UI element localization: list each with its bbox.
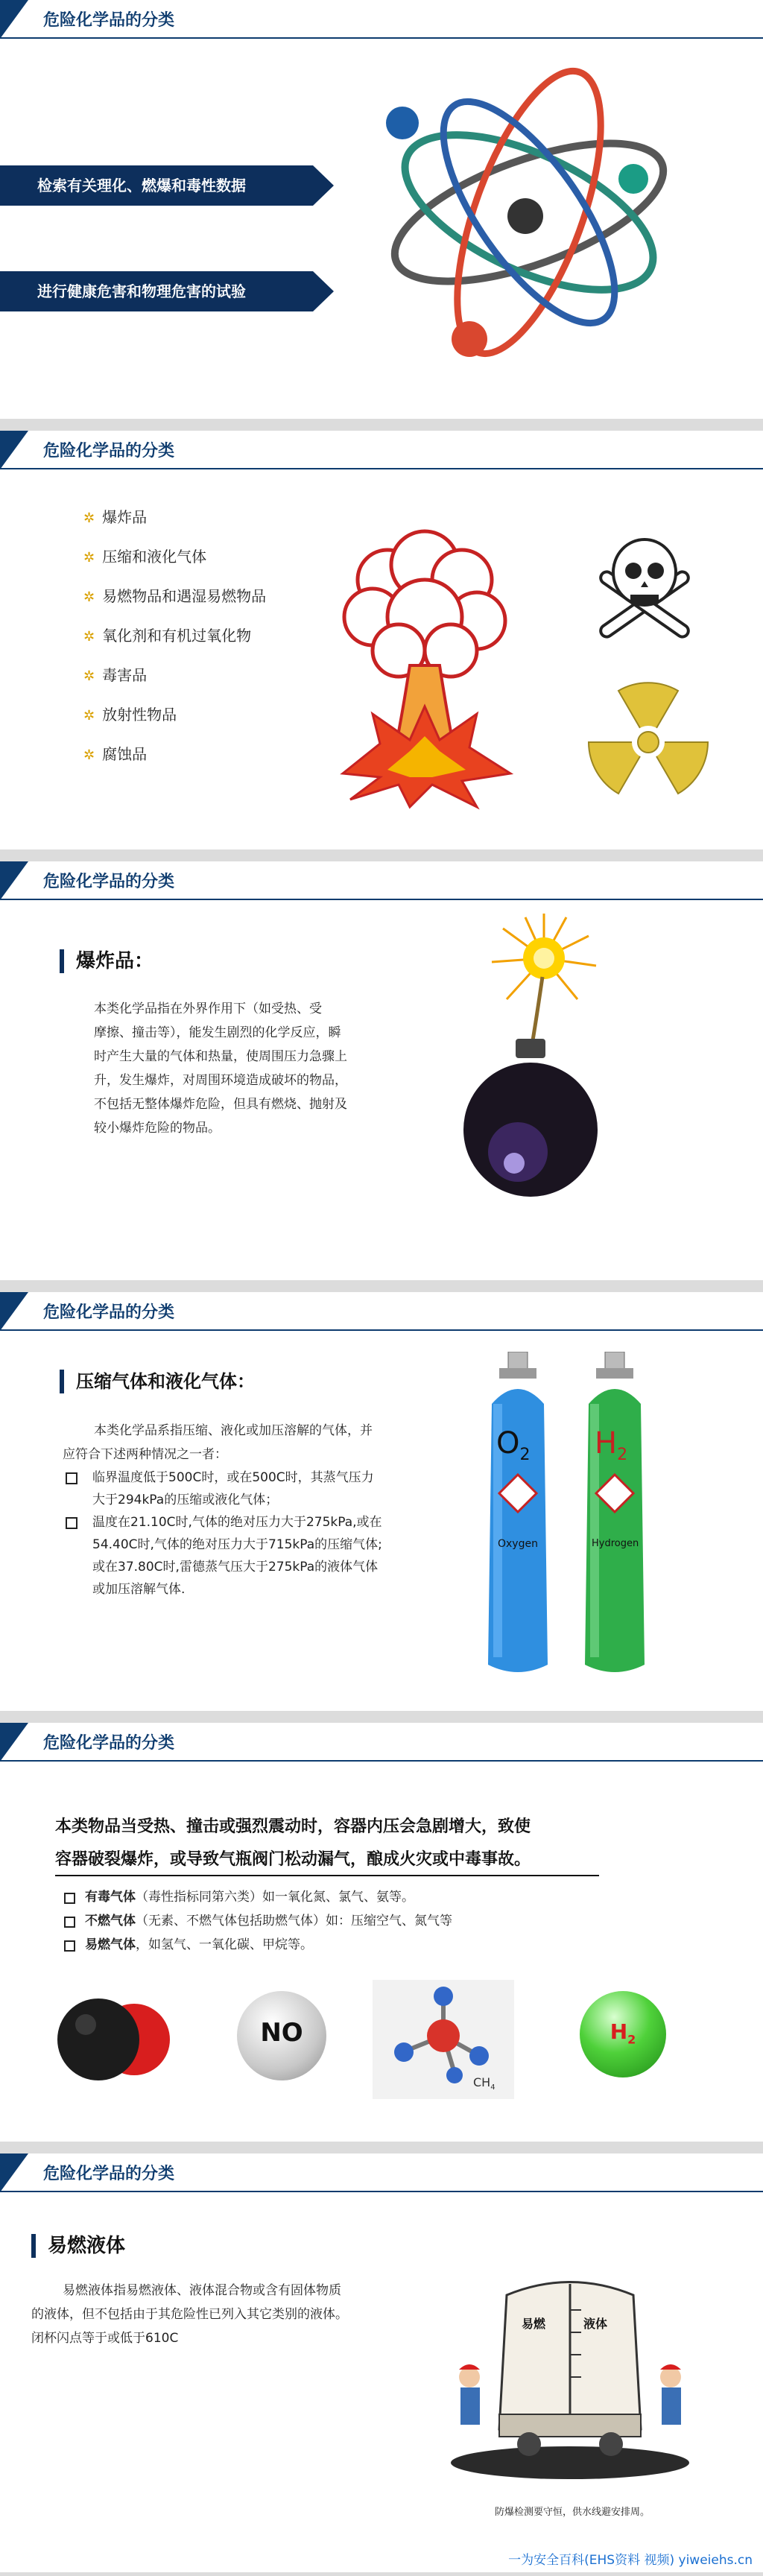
- header-title: 危险化学品的分类: [43, 1303, 175, 1322]
- slide-header: [0, 0, 763, 39]
- slide-2: [0, 431, 763, 849]
- radiation-icon: [574, 668, 723, 817]
- oxygen-cylinder: [477, 1352, 559, 1680]
- underline: [55, 1875, 599, 1876]
- star-bullet-icon: ✲: [83, 510, 95, 526]
- header-title: 危险化学品的分类: [43, 1734, 175, 1753]
- checkbox-bullet-icon: [64, 1917, 75, 1928]
- header-triangle: [0, 2153, 28, 2192]
- explosion-icon: [328, 528, 522, 811]
- slide-header: [0, 2153, 763, 2192]
- list-item: ✲ 毒害品: [83, 666, 148, 684]
- hydrogen-cylinder: [574, 1352, 656, 1680]
- gas-description: [63, 1419, 450, 1601]
- banner-research-data: 检索有关理化、燃爆和毒性数据: [0, 165, 313, 206]
- cylinder-icon: [574, 1352, 656, 1680]
- star-bullet-icon: ✲: [83, 550, 95, 566]
- star-bullet-icon: ✲: [83, 629, 95, 645]
- star-bullet-icon: ✲: [83, 747, 95, 763]
- slide-header: [0, 431, 763, 469]
- atom-icon: [358, 52, 700, 373]
- header-rule: [0, 1760, 763, 1762]
- header-title: 危险化学品的分类: [43, 2165, 175, 2183]
- checkbox-bullet-icon: [66, 1472, 77, 1484]
- list-item: 易燃气体，如氢气、一氧化碳、甲烷等。: [64, 1933, 452, 1957]
- molecule-label: NO: [260, 2018, 303, 2048]
- slide-1: [0, 0, 763, 419]
- star-bullet-icon: ✲: [83, 668, 95, 684]
- cylinder-icon: [477, 1352, 559, 1680]
- skull-crossbones-icon: [589, 528, 700, 639]
- cylinder-symbol: $H_2$: [595, 1426, 628, 1464]
- list-item: ✲ 放射性物品: [83, 706, 177, 724]
- cylinder-label: Oxygen: [498, 1538, 538, 1550]
- intro-line: 本类化学品系指压缩、液化或加压溶解的气体，并: [94, 1423, 373, 1438]
- star-bullet-icon: ✲: [83, 589, 95, 605]
- bomb-icon: [447, 906, 641, 1241]
- header-triangle: [0, 861, 28, 900]
- explosives-description: 本类化学品指在外界作用下（如受热、受 摩擦、撞击等），能发生剧烈的化学反应，瞬 时产生大量的气体和热量，使周围压力急骤上 升，发生爆炸，对周围环境造成破坏的物品， 不包括无整体爆炸危险，但具有燃烧、抛射及 较小爆炸危险的物品。: [94, 1001, 347, 1136]
- header-title: 危险化学品的分类: [43, 442, 175, 461]
- molecule-label: $H_2$: [610, 2019, 636, 2047]
- header-triangle: [0, 1292, 28, 1331]
- checkbox-bullet-icon: [66, 1517, 77, 1529]
- tank-label: 液体: [583, 2317, 608, 2331]
- header-rule: [0, 468, 763, 469]
- co-molecule-icon: [52, 1987, 186, 2092]
- slide-header: [0, 1292, 763, 1331]
- hazard-statement: 本类物品当受热、撞击或强烈震动时，容器内压会急剧增大，致使 容器破裂爆炸，或导致气瓶阀门松动漏气，酿成火灾或中毒事故。: [55, 1817, 531, 1869]
- h2-molecule-icon: [580, 1991, 666, 2077]
- list-item: ✲ 腐蚀品: [83, 745, 148, 763]
- slide-5: [0, 1723, 763, 2142]
- slide-6: [0, 2153, 763, 2572]
- header-title: 危险化学品的分类: [43, 873, 175, 891]
- ch4-molecule-icon: [373, 1980, 514, 2099]
- list-item: ✲ 爆炸品: [83, 508, 148, 526]
- header-triangle: [0, 431, 28, 469]
- tanker-illustration-icon: [440, 2265, 700, 2489]
- header-rule: [0, 899, 763, 900]
- section-title: 易燃液体: [31, 2234, 125, 2258]
- checkbox-bullet-icon: [64, 1940, 75, 1952]
- footer-watermark: 一为安全百科(EHS资料 视频) yiweiehs.cn: [508, 2553, 753, 2568]
- list-item: 有毒气体（毒性指标同第六类）如一氧化氮、氯气、氨等。: [64, 1885, 452, 1909]
- section-title: 爆炸品：: [60, 949, 153, 973]
- header-triangle: [0, 1723, 28, 1762]
- slide-3: [0, 861, 763, 1280]
- slide-header: [0, 861, 763, 900]
- tank-label: 易燃: [522, 2317, 546, 2331]
- list-item: ✲ 氧化剂和有机过氧化物: [83, 627, 252, 645]
- intro-line: 应符合下述两种情况之一者：: [63, 1447, 227, 1462]
- slide-4: [0, 1292, 763, 1711]
- flammable-liquid-description: 易燃液体指易燃液体、液体混合物或含有固体物质 的液体，但不包括由于其危险性已列入其它类别的液体。 闭杯闪点等于或低于610C: [31, 2283, 348, 2346]
- cylinder-symbol: $O_2$: [496, 1426, 531, 1464]
- star-bullet-icon: ✲: [83, 708, 95, 724]
- banner-hazard-testing: 进行健康危害和物理危害的试验: [0, 271, 313, 311]
- header-title: 危险化学品的分类: [43, 11, 175, 30]
- checkbox-bullet-icon: [64, 1893, 75, 1904]
- cylinder-label: Hydrogen: [592, 1538, 639, 1549]
- list-item: 不燃气体（无素、不燃气体包括助燃气体）如：压缩空气、氮气等: [64, 1909, 452, 1933]
- list-item: ✲ 压缩和液化气体: [83, 548, 207, 566]
- section-title: 压缩气体和液化气体：: [60, 1370, 255, 1393]
- header-triangle: [0, 0, 28, 39]
- gas-type-list: [64, 1885, 452, 1957]
- condition-bullet-1: 临界温度低于500C时，或在500C时，其蒸气压力 大于294kPa的压缩或液化气体；: [63, 1466, 450, 1511]
- header-rule: [0, 2191, 763, 2192]
- condition-bullet-2: 温度在21.10C时,气体的绝对压力大于275kPa,或在 54.40C时,气体的绝对压力大于715kPa的压缩气体; 或在37.80C时,雷德蒸气压大于275kPa的液体气体 或加压溶解气体.: [63, 1511, 450, 1601]
- header-rule: [0, 1329, 763, 1331]
- list-item: ✲ 易燃物品和遇湿易燃物品: [83, 587, 267, 605]
- header-rule: [0, 37, 763, 39]
- no-molecule-icon: [237, 1991, 326, 2080]
- image-caption: 防爆检测要守恒，供水线避安排周。: [495, 2507, 650, 2518]
- hazard-class-list: [83, 498, 266, 774]
- slide-header: [0, 1723, 763, 1762]
- molecule-label: $CH_4$: [473, 2075, 496, 2092]
